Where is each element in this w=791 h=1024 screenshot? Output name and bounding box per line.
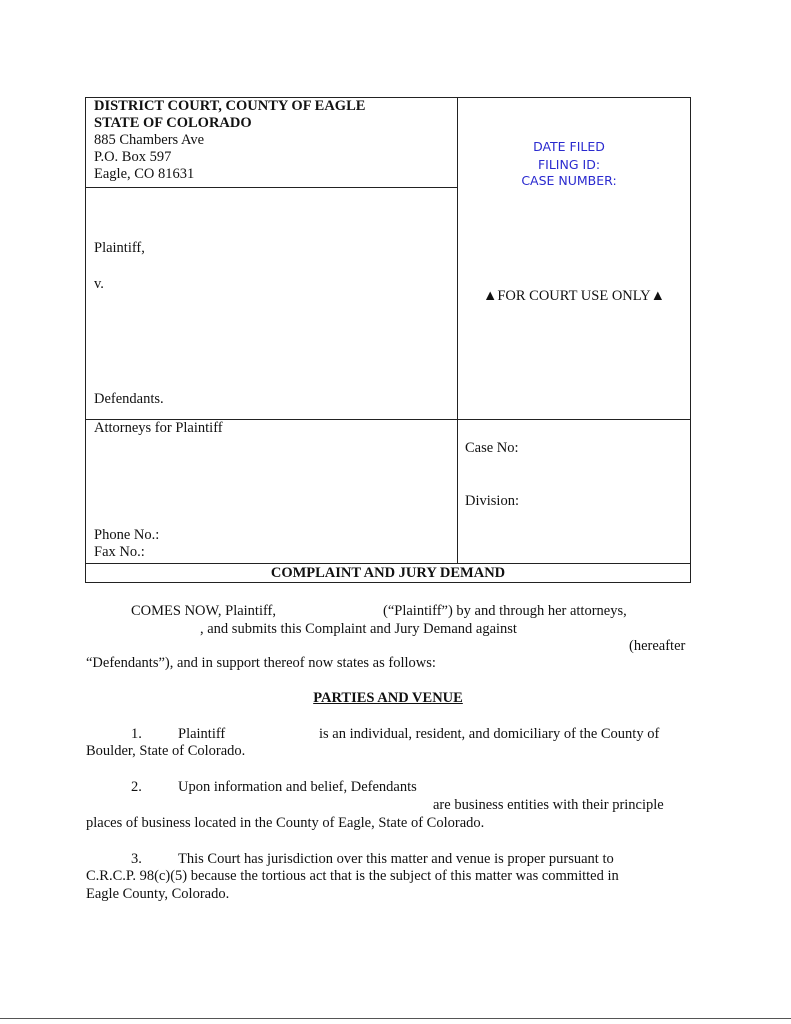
paragraph-2-number: 2. (131, 779, 142, 795)
paragraph-1-number: 1. (131, 726, 142, 742)
plaintiff-label: Plaintiff, (94, 240, 145, 256)
paragraph-1-plaintiff: Plaintiff (178, 726, 226, 742)
court-state: STATE OF COLORADO (94, 115, 252, 131)
paragraph-2-text: Upon information and belief, Defendants (178, 779, 417, 795)
fax-label: Fax No.: (94, 544, 145, 560)
filing-id-label: FILING ID: (537, 157, 601, 172)
caption-border-left (85, 97, 86, 583)
court-use-only: ▲FOR COURT USE ONLY▲ (482, 288, 665, 304)
intro-line-4: “Defendants”), and in support thereof now states as follows: (86, 655, 436, 671)
phone-label: Phone No.: (94, 527, 160, 543)
court-block-divider (85, 187, 457, 188)
paragraph-3-line-3: Eagle County, Colorado. (86, 886, 230, 902)
date-filed-label: DATE FILED (533, 139, 605, 154)
court-address-po-box: P.O. Box 597 (94, 149, 172, 165)
section-heading: PARTIES AND VENUE (313, 690, 463, 706)
division-label: Division: (465, 493, 519, 509)
intro-plaintiff-definition: (“Plaintiff”) by and through her attorneys, (383, 603, 627, 619)
intro-hereafter: (hereafter (629, 638, 686, 654)
court-address-street: 885 Chambers Ave (94, 132, 205, 148)
paragraph-3-line-2: C.R.C.P. 98(c)(5) because the tortious act that is the subject of this matter was committed in (86, 868, 619, 884)
caption-border-right (690, 97, 691, 583)
court-name: DISTRICT COURT, COUNTY OF EAGLE (94, 98, 366, 114)
page-bottom-rule (0, 1018, 791, 1019)
paragraph-3-text: This Court has jurisdiction over this matter and venue is proper pursuant to (178, 851, 614, 867)
paragraph-3-number: 3. (131, 851, 142, 867)
paragraph-2-entities: are business entities with their principle (433, 797, 664, 813)
title-row-top (85, 563, 691, 564)
document-title: COMPLAINT AND JURY DEMAND (270, 565, 506, 581)
paragraph-1-continuation: Boulder, State of Colorado. (86, 743, 246, 759)
court-address-city: Eagle, CO 81631 (94, 166, 195, 182)
case-number-label: CASE NUMBER: (521, 173, 617, 188)
case-no-label: Case No: (465, 440, 519, 456)
intro-line-2: , and submits this Complaint and Jury Demand against (200, 621, 517, 637)
paragraph-2-continuation: places of business located in the County of Eagle, State of Colorado. (86, 815, 485, 831)
attorneys-label: Attorneys for Plaintiff (94, 420, 223, 436)
paragraph-1-text: is an individual, resident, and domiciliary of the County of (319, 726, 660, 742)
defendants-label: Defendants. (94, 391, 164, 407)
intro-comes-now: COMES NOW, Plaintiff, (131, 603, 277, 619)
versus-label: v. (94, 276, 104, 292)
title-row-bottom (85, 582, 691, 583)
